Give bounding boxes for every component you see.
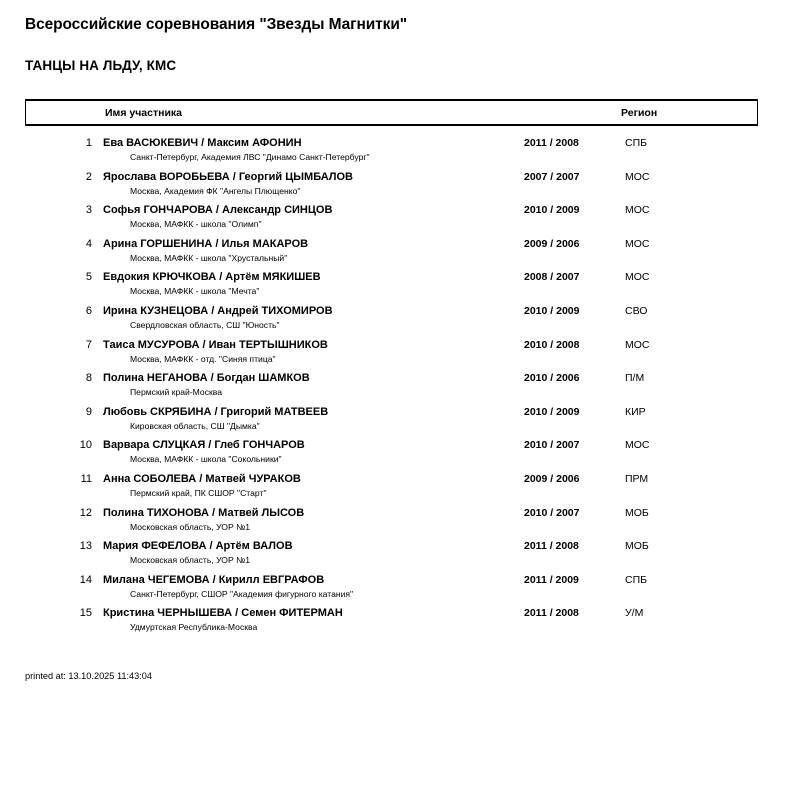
row-club: Санкт-Петербург, Академия ЛВС "Динамо Санкт-Петербург" bbox=[130, 152, 370, 162]
row-club: Пермский край-Москва bbox=[130, 387, 223, 398]
table-row bbox=[0, 405, 800, 439]
row-participant-names: Ирина КУЗНЕЦОВА / Андрей ТИХОМИРОВ bbox=[103, 304, 333, 317]
event-title: Всероссийские соревнования "Звезды Магнитки" bbox=[25, 16, 408, 33]
row-participant-names: Любовь СКРЯБИНА / Григорий МАТВЕЕВ bbox=[103, 405, 329, 418]
printed-at-footer: printed at: 13.10.2025 11:43:04 bbox=[25, 671, 153, 681]
column-header-region: Регион bbox=[621, 107, 658, 119]
table-row bbox=[0, 170, 800, 204]
row-participant-names: Варвара СЛУЦКАЯ / Глеб ГОНЧАРОВ bbox=[103, 439, 305, 452]
row-rank: 15 bbox=[79, 607, 92, 620]
row-region: МОС bbox=[625, 204, 650, 217]
row-region: СПБ bbox=[625, 137, 648, 149]
row-region: МОС bbox=[625, 170, 650, 183]
row-birth-years: 2010 / 2009 bbox=[524, 204, 580, 217]
row-club: Москва, МАФКК - школа "Мечта" bbox=[130, 286, 260, 297]
row-birth-years: 2010 / 2008 bbox=[524, 338, 580, 351]
row-club: Москва, МАФКК - отд. "Синяя птица" bbox=[130, 353, 276, 364]
category-title: ТАНЦЫ НА ЛЬДУ, КМС bbox=[25, 58, 177, 73]
row-club: Московская область, УОР №1 bbox=[130, 521, 251, 532]
table-row bbox=[0, 606, 800, 640]
row-birth-years: 2011 / 2008 bbox=[524, 607, 579, 620]
row-region: МОС bbox=[625, 271, 650, 284]
row-rank: 8 bbox=[85, 372, 92, 385]
column-header-name: Имя участника bbox=[105, 107, 183, 119]
row-participant-names: Полина ТИХОНОВА / Матвей ЛЫСОВ bbox=[103, 506, 305, 519]
row-participant-names: Анна СОБОЛЕВА / Матвей ЧУРАКОВ bbox=[103, 472, 301, 485]
row-club: Кировская область, СШ "Дымка" bbox=[130, 420, 260, 431]
row-rank: 11 bbox=[80, 472, 92, 485]
table-row bbox=[0, 438, 800, 472]
table-row bbox=[0, 203, 800, 237]
row-club: Московская область, УОР №1 bbox=[130, 555, 251, 566]
row-rank: 3 bbox=[85, 204, 92, 217]
row-region: СВО bbox=[625, 304, 648, 317]
row-rank: 9 bbox=[85, 405, 92, 418]
row-birth-years: 2011 / 2009 bbox=[524, 573, 579, 586]
row-birth-years: 2009 / 2006 bbox=[524, 237, 580, 250]
row-rank: 6 bbox=[85, 304, 92, 317]
row-birth-years: 2010 / 2006 bbox=[524, 372, 580, 385]
row-participant-names: Мария ФЕФЕЛОВА / Артём ВАЛОВ bbox=[103, 540, 293, 553]
row-club: Москва, МАФКК - школа "Олимп" bbox=[130, 219, 262, 230]
row-region: П/М bbox=[625, 372, 645, 385]
row-participant-names: Евдокия КРЮЧКОВА / Артём МЯКИШЕВ bbox=[103, 271, 321, 284]
row-birth-years: 2011 / 2008 bbox=[524, 137, 579, 149]
table-row bbox=[0, 237, 800, 271]
row-region: СПБ bbox=[625, 573, 648, 586]
row-rank: 12 bbox=[79, 506, 92, 519]
row-club: Москва, МАФКК - школа "Сокольники" bbox=[130, 454, 282, 465]
row-participant-names: Кристина ЧЕРНЫШЕВА / Семен ФИТЕРМАН bbox=[103, 607, 343, 620]
participant-list bbox=[0, 136, 800, 640]
row-birth-years: 2010 / 2007 bbox=[524, 439, 580, 452]
table-header-row bbox=[25, 99, 758, 126]
row-club: Москва, МАФКК - школа "Хрустальный" bbox=[130, 252, 288, 263]
table-row bbox=[0, 338, 800, 372]
row-birth-years: 2010 / 2009 bbox=[524, 304, 580, 317]
row-birth-years: 2011 / 2008 bbox=[524, 540, 579, 553]
row-rank: 10 bbox=[79, 439, 92, 452]
table-row bbox=[0, 539, 800, 573]
row-participant-names: Ева ВАСЮКЕВИЧ / Максим АФОНИН bbox=[103, 137, 302, 149]
row-rank: 14 bbox=[79, 573, 92, 586]
row-rank: 7 bbox=[85, 338, 92, 351]
row-participant-names: Таиса МУСУРОВА / Иван ТЕРТЫШНИКОВ bbox=[103, 338, 328, 351]
row-region: МОС bbox=[625, 237, 650, 250]
row-region: КИР bbox=[625, 405, 646, 418]
row-region: МОБ bbox=[625, 506, 649, 519]
table-row bbox=[0, 573, 800, 607]
row-rank: 13 bbox=[79, 540, 92, 553]
row-rank: 1 bbox=[85, 137, 92, 149]
row-club: Санкт-Петербург, СШОР "Академия фигурного катания" bbox=[130, 588, 354, 599]
row-club: Москва, Академия ФК "Ангелы Плющенко" bbox=[130, 185, 301, 196]
row-participant-names: Софья ГОНЧАРОВА / Александр СИНЦОВ bbox=[103, 204, 333, 217]
row-region: МОС bbox=[625, 439, 650, 452]
row-birth-years: 2009 / 2006 bbox=[524, 472, 580, 485]
row-club: Удмуртская Республика-Москва bbox=[130, 622, 258, 633]
row-participant-names: Ярослава ВОРОБЬЕВА / Георгий ЦЫМБАЛОВ bbox=[103, 170, 353, 183]
row-birth-years: 2010 / 2007 bbox=[524, 506, 580, 519]
row-region: ПРМ bbox=[625, 472, 649, 485]
row-region: МОС bbox=[625, 338, 650, 351]
table-row bbox=[0, 270, 800, 304]
row-birth-years: 2008 / 2007 bbox=[524, 271, 580, 284]
row-club: Пермский край, ПК СШОР "Старт" bbox=[130, 487, 267, 498]
row-region: МОБ bbox=[625, 540, 649, 553]
row-region: У/М bbox=[625, 607, 644, 620]
row-participant-names: Милана ЧЕГЕМОВА / Кирилл ЕВГРАФОВ bbox=[103, 573, 325, 586]
row-rank: 2 bbox=[85, 170, 92, 183]
row-birth-years: 2007 / 2007 bbox=[524, 170, 580, 183]
row-rank: 4 bbox=[85, 237, 92, 250]
row-birth-years: 2010 / 2009 bbox=[524, 405, 580, 418]
row-rank: 5 bbox=[85, 271, 92, 284]
row-participant-names: Полина НЕГАНОВА / Богдан ШАМКОВ bbox=[103, 372, 310, 385]
table-row bbox=[0, 304, 800, 338]
table-row bbox=[0, 371, 800, 405]
row-club: Свердловская область, СШ "Юность" bbox=[130, 319, 280, 330]
table-row bbox=[0, 472, 800, 506]
row-participant-names: Арина ГОРШЕНИНА / Илья МАКАРОВ bbox=[103, 237, 309, 250]
table-row bbox=[0, 136, 800, 170]
table-row bbox=[0, 506, 800, 540]
